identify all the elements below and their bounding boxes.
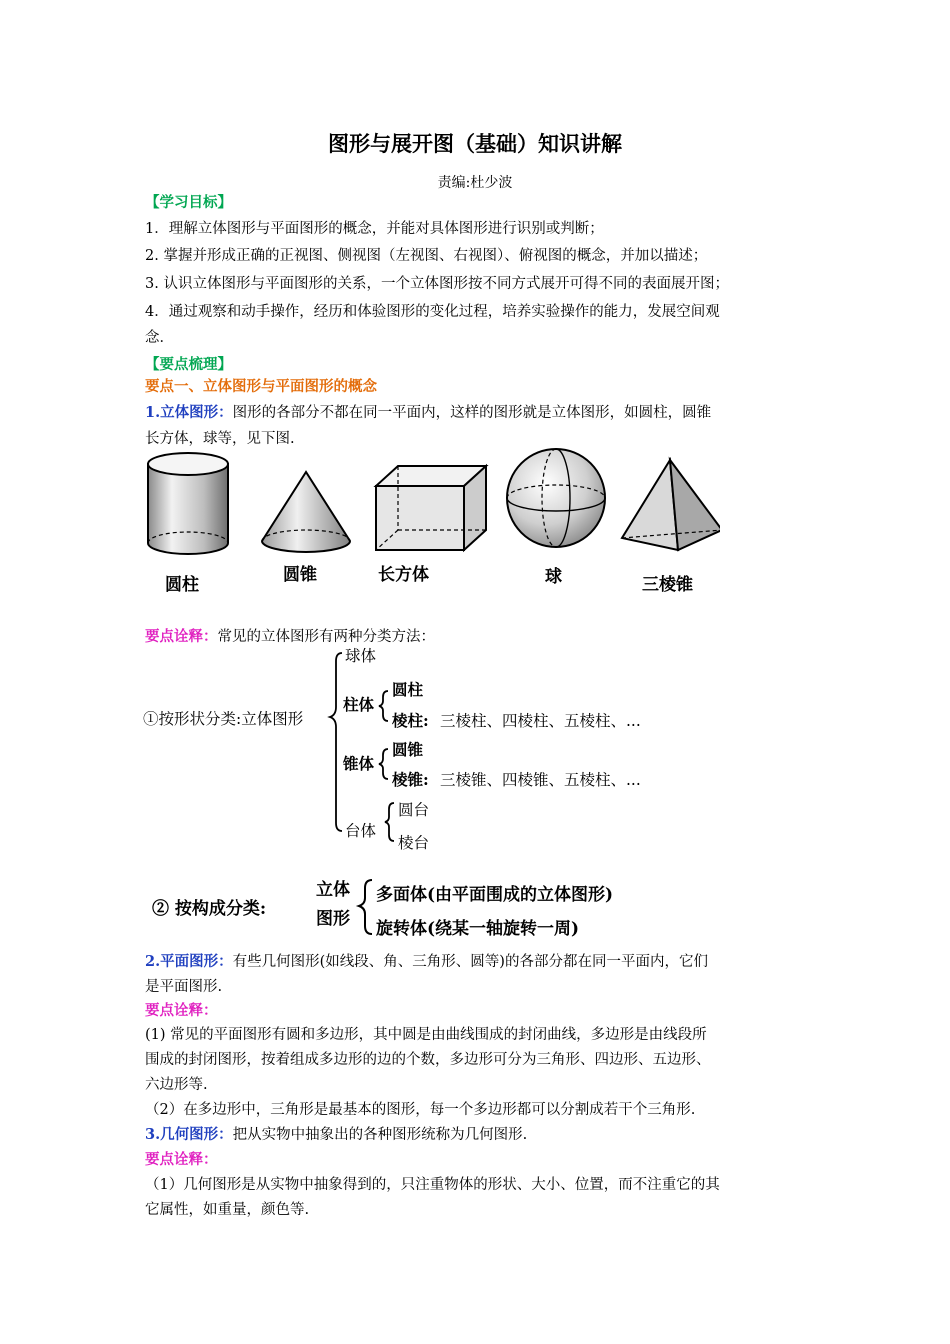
tree2-item-rotation: 旋转体(绕某一轴旋转一周) bbox=[376, 919, 580, 939]
geometry-text: 把从实物中抽象出的各种图形统称为几何图形. bbox=[232, 1127, 528, 1143]
tree-prism-label: 棱柱: bbox=[392, 711, 429, 730]
plane-definition bbox=[145, 952, 708, 972]
cone-label: 圆锥 bbox=[283, 565, 317, 585]
cone-shape bbox=[262, 472, 350, 552]
note-2-label: 要点诠释： bbox=[145, 1002, 218, 1019]
objectives-heading: 【学习目标】 bbox=[145, 194, 232, 211]
composition-classification-tree bbox=[140, 868, 700, 948]
note-2-line-4: （2）在多边形中，三角形是最基本的图形，每一个多边形都可以分割成若干个三角形. bbox=[145, 1102, 696, 1118]
pyramid-shape bbox=[622, 460, 720, 550]
note-3-line-1: （1）几何图形是从实物中抽象得到的，只注重物体的形状、大小、位置，而不注重它的其 bbox=[145, 1177, 720, 1193]
note-3-label: 要点诠释： bbox=[145, 1151, 218, 1168]
objective-item-2: 2. 掌握并形成正确的正视图、侧视图（左视图、右视图）、俯视图的概念，并加以描述； bbox=[145, 248, 708, 264]
note-2-line-3: 六边形等. bbox=[145, 1077, 208, 1093]
plane-label: 2.平面图形： bbox=[145, 953, 233, 970]
note-1-text: 常见的立体图形有两种分类方法： bbox=[217, 629, 435, 645]
tree-prism-group: 柱体 bbox=[343, 695, 375, 714]
tree-pyramid-label: 棱锥: bbox=[392, 770, 429, 789]
objective-item-4: 4．通过观察和动手操作，经历和体验图形的变化过程，培养实验操作的能力，发展空间观 bbox=[145, 304, 720, 320]
tree2-group-top: 立体 bbox=[316, 880, 350, 900]
solid-text: 图形的各部分不都在同一平面内，这样的图形就是立体图形，如圆柱，圆锥 bbox=[232, 405, 712, 421]
page-title: 图形与展开图（基础）知识讲解 bbox=[328, 131, 622, 156]
tree-cone-frustum: 圆台 bbox=[398, 801, 430, 819]
tree-pyramid-frustum: 棱台 bbox=[398, 834, 430, 852]
tree2-item-polyhedron: 多面体(由平面围成的立体图形) bbox=[376, 885, 614, 905]
cuboid-label: 长方体 bbox=[378, 565, 429, 585]
plane-text: 有些几何图形(如线段、角、三角形、圆等)的各部分都在同一平面内，它们 bbox=[232, 954, 708, 970]
tree-root: ①按形状分类:立体图形 bbox=[143, 710, 304, 728]
cylinder-shape bbox=[148, 453, 228, 554]
sphere-shape bbox=[507, 449, 605, 547]
tree-cone-group: 锥体 bbox=[343, 754, 375, 773]
cuboid-shape bbox=[376, 466, 486, 550]
solid-shapes-figure bbox=[140, 448, 720, 608]
tree-frustum-group: 台体 bbox=[345, 822, 377, 840]
tree2-group-bottom: 图形 bbox=[316, 909, 350, 929]
tree-cylinder: 圆柱 bbox=[392, 680, 424, 699]
solid-label: 1.立体图形： bbox=[145, 404, 233, 421]
note-2-line-1: (1) 常见的平面图形有圆和多边形，其中圆是由曲线围成的封闭曲线，多边形是由线段所 bbox=[145, 1027, 707, 1043]
note-1 bbox=[145, 627, 435, 647]
points-heading: 【要点梳理】 bbox=[145, 356, 232, 373]
plane-definition-cont: 是平面图形. bbox=[145, 979, 223, 995]
solid-definition-cont: 长方体，球等，见下图. bbox=[145, 431, 295, 447]
tree-prism-list: 三棱柱、四棱柱、五棱柱、... bbox=[440, 712, 641, 730]
tree-pyramid-list: 三棱锥、四棱锥、五棱柱、... bbox=[440, 771, 641, 789]
cylinder-label: 圆柱 bbox=[165, 575, 199, 595]
tree-ball: 球体 bbox=[345, 647, 377, 665]
geometry-definition bbox=[145, 1125, 527, 1145]
pyramid-label: 三棱锥 bbox=[642, 575, 693, 595]
objective-item-1: 1．理解立体图形与平面图形的概念，并能对具体图形进行识别或判断； bbox=[145, 221, 604, 237]
tree-cone: 圆锥 bbox=[392, 740, 424, 759]
note-3-line-2: 它属性，如重量，颜色等. bbox=[145, 1202, 310, 1218]
sphere-label: 球 bbox=[545, 567, 562, 587]
note-2-line-2: 围成的封闭图形，按着组成多边形的边的个数，多边形可分为三角形、四边形、五边形、 bbox=[145, 1052, 711, 1068]
section-1-title: 要点一、立体图形与平面图形的概念 bbox=[145, 378, 377, 395]
author-line: 责编:杜少波 bbox=[437, 175, 513, 191]
objective-item-3: 3. 认识立体图形与平面图形的关系，一个立体图形按不同方式展开可得不同的表面展开图； bbox=[145, 276, 729, 292]
solid-definition bbox=[145, 403, 711, 423]
tree2-root: ② 按构成分类: bbox=[152, 899, 267, 919]
objective-item-4-cont: 念． bbox=[145, 330, 174, 346]
geometry-label: 3.几何图形： bbox=[145, 1126, 233, 1143]
note-1-label: 要点诠释： bbox=[145, 628, 218, 645]
shape-classification-tree bbox=[140, 645, 680, 860]
